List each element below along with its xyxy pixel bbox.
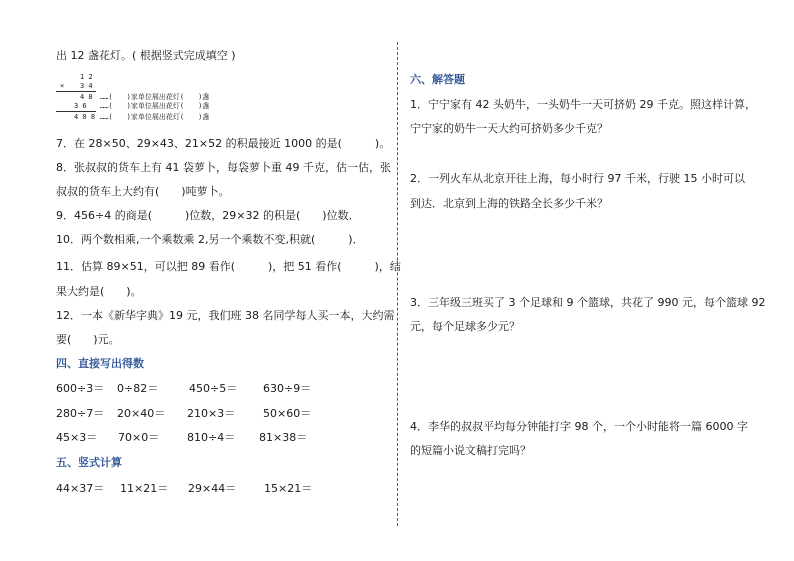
section-4-heading: 四、直接写出得数 bbox=[56, 357, 144, 370]
oral-calc-item: 600÷3＝ bbox=[56, 382, 105, 395]
vertical-calc-item: 29×44＝ bbox=[188, 482, 237, 495]
problem-2-line-1: 2．一列火车从北京开往上海，每小时行 97 千米，行驶 15 小时可以 bbox=[410, 172, 745, 185]
section-6-heading: 六、解答题 bbox=[410, 73, 465, 86]
problem-1-line-1: 1．宁宁家有 42 头奶牛，一头奶牛一天可挤奶 29 千克。照这样计算， bbox=[410, 98, 756, 111]
partial-product-1: 4 8 bbox=[80, 93, 93, 101]
oral-calc-item: 50×60＝ bbox=[263, 407, 312, 420]
problem-4-line-2: 的短篇小说文稿打完吗？ bbox=[410, 444, 531, 457]
note-3: ……( )家单位展出花灯( )盏 bbox=[100, 113, 210, 121]
question-10: 10．两个数相乘,一个乘数乘 2,另一个乘数不变,积就( )． bbox=[56, 233, 364, 246]
problem-3-line-2: 元，每个足球多少元？ bbox=[410, 320, 520, 333]
note-2: ……( )家单位展出花灯( )盏 bbox=[100, 102, 210, 110]
question-12-line-2: 要( )元。 bbox=[56, 333, 120, 346]
partial-product-2: 3 6 bbox=[74, 102, 87, 110]
oral-calc-item: 0÷82＝ bbox=[117, 382, 159, 395]
note-1: ……( )家单位展出花灯( )盏 bbox=[100, 93, 210, 101]
calc-line-1 bbox=[56, 91, 96, 92]
question-9: 9．456÷4 的商是( )位数，29×32 的积是( )位数． bbox=[56, 209, 360, 222]
vertical-calculation bbox=[56, 73, 256, 123]
times-sign: × bbox=[60, 82, 65, 90]
oral-calc-item: 450÷5＝ bbox=[189, 382, 238, 395]
question-8-line-1: 8．张叔叔的货车上有 41 袋萝卜，每袋萝卜重 49 千克，估一估，张 bbox=[56, 161, 391, 174]
oral-calc-item: 45×3＝ bbox=[56, 431, 98, 444]
oral-calc-item: 810÷4＝ bbox=[187, 431, 236, 444]
oral-calc-item: 210×3＝ bbox=[187, 407, 236, 420]
oral-calc-item: 280÷7＝ bbox=[56, 407, 105, 420]
intro-text: 出 12 盏花灯。( 根据竖式完成填空 ) bbox=[56, 49, 236, 62]
vertical-calc-item: 15×21＝ bbox=[264, 482, 313, 495]
column-divider bbox=[397, 42, 398, 526]
vertical-calc-item: 11×21＝ bbox=[120, 482, 169, 495]
section-5-heading: 五、竖式计算 bbox=[56, 456, 122, 469]
question-8-line-2: 叔叔的货车上大约有( )吨萝卜。 bbox=[56, 185, 230, 198]
calc-line-2 bbox=[56, 111, 96, 112]
multiplier: 3 4 bbox=[80, 82, 93, 90]
question-7: 7．在 28×50、29×43、21×52 的积最接近 1000 的是( )。 bbox=[56, 137, 391, 150]
problem-2-line-2: 到达．北京到上海的铁路全长多少千米？ bbox=[410, 197, 608, 210]
oral-calc-item: 81×38＝ bbox=[259, 431, 308, 444]
oral-calc-item: 20×40＝ bbox=[117, 407, 166, 420]
problem-1-line-2: 宁宁家的奶牛一天大约可挤奶多少千克？ bbox=[410, 122, 608, 135]
question-12-line-1: 12．一本《新华字典》19 元，我们班 38 名同学每人买一本，大约需 bbox=[56, 309, 395, 322]
oral-calc-item: 70×0＝ bbox=[118, 431, 160, 444]
problem-3-line-1: 3．三年级三班买了 3 个足球和 9 个篮球，共花了 990 元，每个篮球 92 bbox=[410, 296, 766, 309]
oral-calc-item: 630÷9＝ bbox=[263, 382, 312, 395]
product-result: 4 0 8 bbox=[74, 113, 96, 121]
problem-4-line-1: 4．李华的叔叔平均每分钟能打字 98 个，一个小时能将一篇 6000 字 bbox=[410, 420, 748, 433]
vertical-calc-item: 44×37＝ bbox=[56, 482, 105, 495]
question-11-line-2: 果大约是( )。 bbox=[56, 285, 142, 298]
question-11-line-1: 11．估算 89×51，可以把 89 看作( )，把 51 看作( )，结 bbox=[56, 260, 401, 273]
multiplicand: 1 2 bbox=[80, 73, 93, 81]
